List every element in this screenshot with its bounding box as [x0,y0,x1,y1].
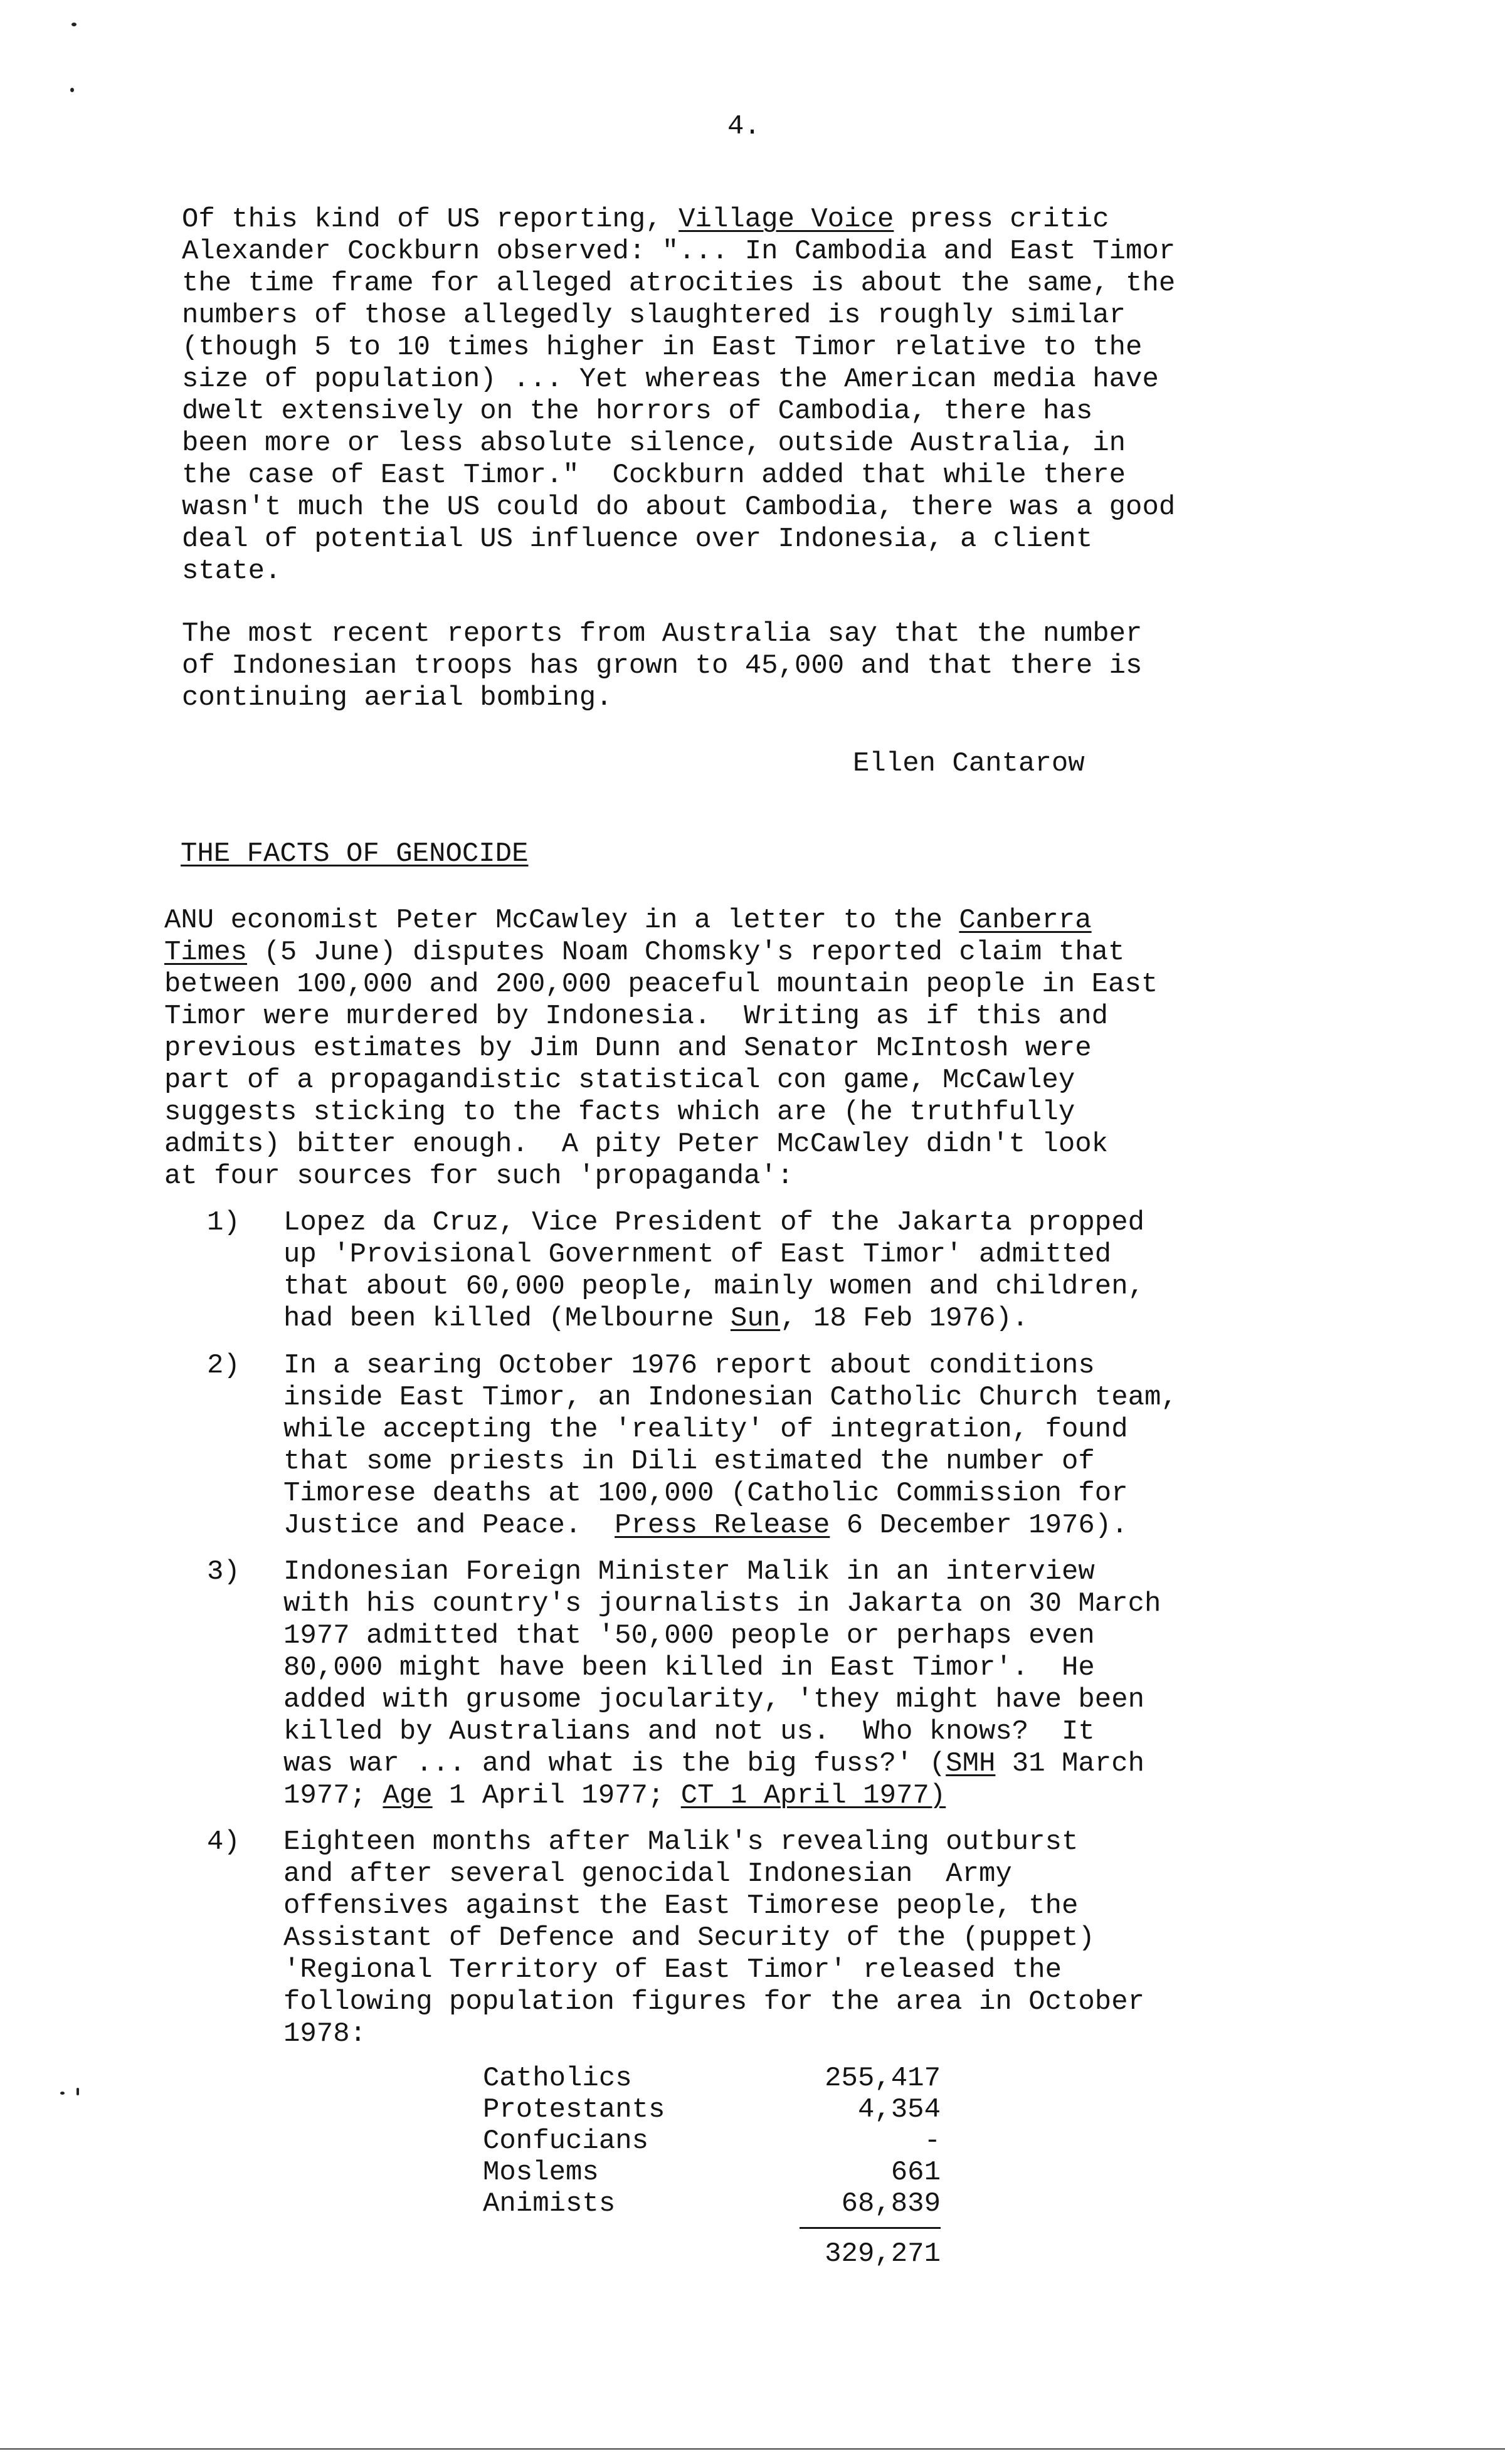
text-run: previous estimates by Jim Dunn and Senator McIntosh were [164,1033,1092,1064]
text-line [283,1382,1178,1414]
table-row [483,2188,947,2219]
underlined-citation: Canberra [959,905,1092,936]
population-category: Protestants [483,2094,665,2125]
scan-speck [70,88,74,92]
text-run: 1 April 1977; [432,1780,681,1811]
text-line [164,1065,1324,1097]
text-run: Timor were murdered by Indonesia. Writing as if this and [164,1001,1109,1032]
text-line [182,650,1342,682]
text-run: inside East Timor, an Indonesian Catholic Church team, [283,1382,1178,1413]
text-run: Of this kind of US reporting, [182,204,679,235]
text-line [283,1207,1144,1239]
text-line [182,618,1342,650]
list-item-text [283,1826,1144,2050]
text-run: had been killed (Melbourne [283,1303,731,1334]
list-item-text [283,1556,1161,1812]
list-item-number: 1) [207,1207,240,1238]
text-line [182,524,1342,555]
text-line [283,1954,1144,1986]
text-line [283,1748,1161,1780]
text-run: 1978: [283,2018,367,2050]
population-category: Confucians [483,2125,649,2157]
text-run: numbers of those allegedly slaughtered is roughly similar [182,300,1126,331]
text-line [283,1716,1161,1748]
text-line [182,204,1342,236]
paragraph-mccawley-letter [164,905,1324,1193]
text-run: added with grusome jocularity, 'they might have been [283,1684,1145,1715]
text-run: 6 December 1976). [830,1510,1128,1541]
text-run: Timorese deaths at 100,000 (Catholic Commission for [283,1478,1128,1509]
text-run: 'Regional Territory of East Timor' released the [283,1954,1062,1986]
paragraph-cockburn-quote [182,204,1342,587]
text-line [164,1129,1324,1161]
text-run: 1977; [283,1780,383,1811]
text-line [164,1161,1324,1193]
text-line [182,300,1342,332]
text-run: the case of East Timor." Cockburn added that while there [182,460,1126,491]
population-category: Catholics [483,2063,632,2094]
population-value: 68,839 [841,2188,941,2219]
table-row [483,2063,947,2094]
text-line [164,969,1324,1001]
population-value: 661 [890,2157,941,2188]
text-line [283,1556,1161,1588]
text-run: 31 March [995,1748,1145,1779]
text-run: that about 60,000 people, mainly women and children, [283,1271,1145,1302]
text-run: ANU economist Peter McCawley in a letter to the [164,905,959,936]
text-run: been more or less absolute silence, outside Australia, in [182,428,1126,459]
author-signature: Ellen Cantarow [853,748,1085,779]
population-value: 4,354 [857,2094,941,2125]
text-run: dwelt extensively on the horrors of Cambodia, there has [182,396,1093,427]
text-run: , 18 Feb 1976). [780,1303,1029,1334]
text-line [182,332,1342,364]
text-run: state. [182,555,282,587]
text-line [182,268,1342,300]
text-line [283,1271,1144,1303]
text-run: size of population) ... Yet whereas the American media have [182,364,1159,395]
text-run: wasn't much the US could do about Cambodia, there was a good [182,492,1176,523]
text-run: In a searing October 1976 report about conditions [283,1350,1095,1381]
text-run: admits) bitter enough. A pity Peter McCawley didn't look [164,1129,1109,1160]
text-run: Indonesian Foreign Minister Malik in an interview [283,1556,1095,1587]
text-run: and after several genocidal Indonesian Army [283,1858,1012,1890]
paragraph-recent-reports [182,618,1342,714]
list-item-number: 2) [207,1350,240,1381]
text-run: offensives against the East Timorese people, the [283,1890,1079,1922]
text-run: (though 5 to 10 times higher in East Timor relative to the [182,332,1143,363]
scan-speck [77,2088,79,2095]
text-line [283,1350,1178,1382]
text-line [283,1478,1178,1510]
underlined-citation: Times [164,937,248,968]
text-run: Assistant of Defence and Security of the (puppet) [283,1922,1095,1954]
underlined-citation: Press Release [615,1510,830,1541]
text-line [283,1652,1161,1684]
population-table [483,2063,947,2270]
text-run: 80,000 might have been killed in East Timor'. He [283,1652,1095,1683]
text-run: Lopez da Cruz, Vice President of the Jakarta propped [283,1207,1145,1238]
text-run: the time frame for alleged atrocities is about the same, the [182,268,1176,299]
text-line [164,1033,1324,1065]
text-line [283,1780,1161,1812]
table-row [483,2094,947,2125]
text-run: following population figures for the area in October [283,1986,1145,2018]
text-line [283,1510,1178,1542]
text-run: killed by Australians and not us. Who knows? It [283,1716,1095,1747]
text-run: Alexander Cockburn observed: "... In Cambodia and East Timor [182,236,1176,267]
text-line [164,905,1324,937]
text-line [283,1588,1161,1620]
text-line [283,1826,1144,1858]
population-value: 255,417 [825,2063,941,2094]
text-run: press critic [894,204,1109,235]
text-line [182,555,1342,587]
table-row [483,2125,947,2157]
text-run: while accepting the 'reality' of integration, found [283,1414,1128,1445]
text-line [283,1303,1144,1335]
text-line [182,428,1342,460]
text-line [182,236,1342,268]
table-row [483,2157,947,2188]
text-line [283,1446,1178,1478]
table-total-rule [800,2227,941,2229]
text-run: with his country's journalists in Jakarta on 30 March [283,1588,1161,1619]
population-value: - [924,2125,941,2157]
list-item-number: 4) [207,1826,240,1858]
text-run: between 100,000 and 200,000 peaceful mountain people in East [164,969,1158,1000]
underlined-citation: Village Voice [679,204,894,235]
section-heading: THE FACTS OF GENOCIDE [181,838,529,870]
list-item-text [283,1207,1144,1335]
text-line [283,1858,1144,1890]
text-run: part of a propagandistic statistical con game, McCawley [164,1065,1075,1096]
text-run: 1977 admitted that '50,000 people or perhaps even [283,1620,1095,1651]
underlined-citation: Age [383,1780,433,1811]
text-run: at four sources for such 'propaganda': [164,1161,794,1192]
text-line [283,1922,1144,1954]
text-run: deal of potential US influence over Indonesia, a client [182,524,1093,555]
text-line [283,1890,1144,1922]
text-line [182,492,1342,524]
text-line [164,1001,1324,1033]
scan-speck [71,23,77,26]
underlined-citation: Sun [730,1303,781,1334]
population-category: Moslems [483,2157,599,2188]
text-line [283,1414,1178,1446]
list-item-text [283,1350,1178,1542]
text-line [182,460,1342,492]
text-run: that some priests in Dili estimated the number of [283,1446,1095,1477]
text-run: The most recent reports from Australia say that the number [182,618,1143,650]
scan-speck [60,2092,65,2095]
text-run: suggests sticking to the facts which are (he truthfully [164,1097,1075,1128]
text-line [283,1239,1144,1271]
text-line [182,396,1342,428]
page-number: 4. [727,111,761,142]
population-total: 329,271 [825,2238,941,2270]
text-run: Eighteen months after Malik's revealing outburst [283,1826,1079,1858]
text-line [283,1684,1161,1716]
text-run: of Indonesian troops has grown to 45,000 and that there is [182,650,1143,682]
text-run: continuing aerial bombing. [182,682,613,713]
text-run: was war ... and what is the big fuss?' ( [283,1748,946,1779]
text-line [283,2018,1144,2050]
text-run: Justice and Peace. [283,1510,615,1541]
text-line [182,682,1342,714]
text-line [283,1986,1144,2018]
text-run: (5 June) disputes Noam Chomsky's reported claim that [247,937,1125,968]
underlined-citation: SMH [946,1748,996,1779]
text-line [164,937,1324,969]
page-bottom-rule [0,2448,1505,2450]
underlined-citation: CT 1 April 1977) [680,1780,946,1811]
text-line [283,1620,1161,1652]
text-run: up 'Provisional Government of East Timor' admitted [283,1239,1112,1270]
text-line [182,364,1342,396]
list-item-number: 3) [207,1556,240,1587]
text-line [164,1097,1324,1129]
population-category: Animists [483,2188,616,2219]
